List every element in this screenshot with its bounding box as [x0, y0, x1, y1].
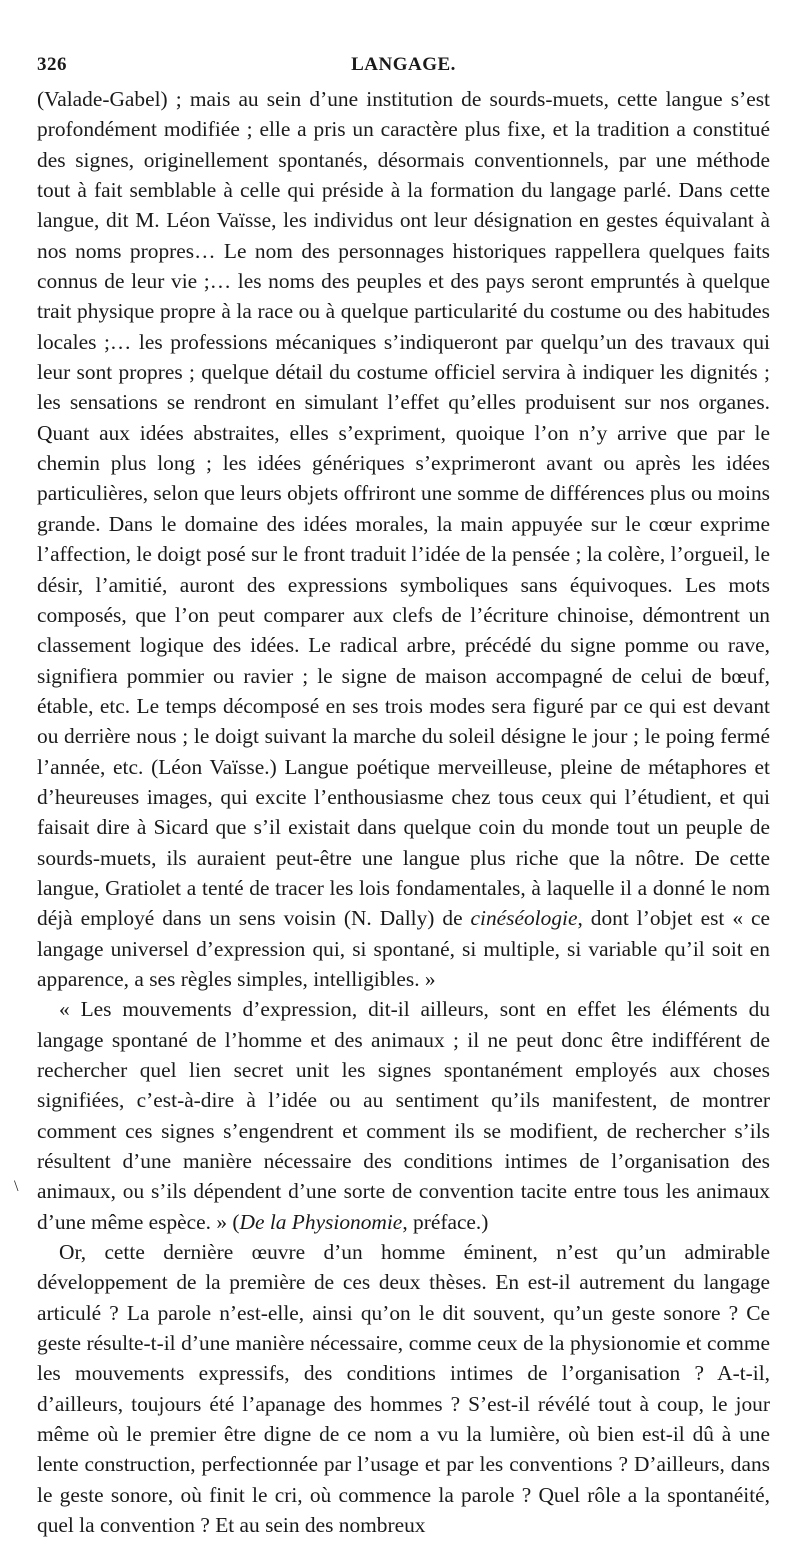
paragraph-1	[37, 84, 770, 994]
page-number: 326	[37, 54, 67, 75]
page-header	[37, 54, 770, 84]
body-text	[37, 84, 770, 1541]
paragraph-2	[37, 994, 770, 1237]
paragraph-2-italic-title: De la Physionomie	[239, 1209, 403, 1234]
paragraph-3	[37, 1237, 770, 1540]
paragraph-3-text: Or, cette dernière œuvre d’un homme éminent, n’est qu’un admirable développement de la première de ces deux thèses. En est-il autrement du langage articulé ? La parole n’est-elle, ainsi qu’on le dit souvent, qu’un geste sonore ? Ce geste résulte-t-il d’une manière nécessaire, comme ceux de la physionomie et comme les mouvements expressifs, des conditions intimes de l’organisation ? A-t-il, d’ailleurs, toujours été l’apanage des hommes ? S’est-il révélé tout à coup, le jour même où le premier être digne de ce nom a vu la lumière, où bien est-il dû à une lente construction, perfectionnée par l’usage et par les conventions ? D’ailleurs, dans le geste sonore, où finit le cri, où commence la parole ? Quel rôle a la spontanéité, quel la convention ? Et au sein des nombreux	[37, 1240, 770, 1538]
margin-mark: \	[14, 1178, 19, 1195]
paragraph-2-text-b: , préface.)	[402, 1209, 489, 1234]
paragraph-1-italic-term: cinéséologie	[470, 906, 578, 931]
paragraph-1-text-b: , dont l’objet est « ce langage universel d’expression qui, si spontané, si multiple, si variable qu’il soit en apparence, a ses règles simples, intelligibles. »	[37, 906, 770, 991]
paragraph-1-text-a: (Valade-Gabel) ; mais au sein d’une institution de sourds-muets, cette langue s’est profondément modifiée ; elle a pris un caractère plus fixe, et la tradition a constitué des signes, originellement spontanés, désormais conventionnels, par une méthode tout à fait semblable à celle qui préside à la formation du langage parlé. Dans cette langue, dit M. Léon Vaïsse, les individus ont leur désignation en gestes équivalant à nos noms propres… Le nom des personnages historiques rappellera quelques faits connus de leur vie ;… les noms des peuples et des pays seront empruntés à quelque trait physique propre à la race ou à quelque particularité du costume ou des habitudes locales ;… les professions mécaniques s’indiqueront par quelqu’un des travaux qui leur sont propres ; quelque détail du costume officiel servira à indiquer les dignités ; les sensations se rendront en simulant l’effet qu’elles produisent sur nos organes. Quant aux idées abstraites, elles s’expriment, quoique l’on n’y arrive que par le chemin plus long ; les idées génériques s’exprimeront avant ou après les idées particulières, selon que leurs objets offriront une somme de différences plus ou moins grande. Dans le domaine des idées morales, la main appuyée sur le cœur exprime l’affection, le doigt posé sur le front traduit l’idée de la pensée ; la colère, l’orgueil, le désir, l’amitié, auront des expressions symboliques sans équivoques. Les mots composés, que l’on peut comparer aux clefs de l’écriture chinoise, démontrent un classement logique des idées. Le radical arbre, précédé du signe pomme ou rave, signifiera pommier ou ravier ; le signe de maison accompagné de celui de bœuf, étable, etc. Le temps décomposé en ses trois modes sera figuré par ce qui est devant ou derrière nous ; le doigt suivant la marche du soleil désigne le jour ; le poing fermé l’année, etc. (Léon Vaïsse.) Langue poétique merveilleuse, pleine de métaphores et d’heureuses images, qui excite l’enthousiasme chez tous ceux qui l’étudient, et qui faisait dire à Sicard que s’il existait dans quelque coin du monde tout un peuple de sourds-muets, ils auraient peut-être une langue plus riche que la nôtre. De cette langue, Gratiolet a tenté de tracer les lois fondamentales, à laquelle il a donné le nom déjà employé dans un sens voisin (N. Dally) de	[37, 87, 770, 931]
paragraph-2-text-a: « Les mouvements d’expression, dit-il ailleurs, sont en effet les éléments du langage spontané de l’homme et des animaux ; il ne peut donc être indifférent de rechercher quel lien secret unit les signes spontanément employés aux choses signifiées, c’est-à-dire à l’idée ou au sentiment qu’ils manifestent, de montrer comment ces signes s’engendrent et comment ils se modifient, de rechercher s’ils résultent d’une manière nécessaire des conditions intimes de l’organisation des animaux, ou s’ils dépendent d’une sorte de convention tacite entre tous les animaux d’une même espèce. » (	[37, 997, 770, 1234]
running-title: LANGAGE.	[351, 54, 456, 75]
